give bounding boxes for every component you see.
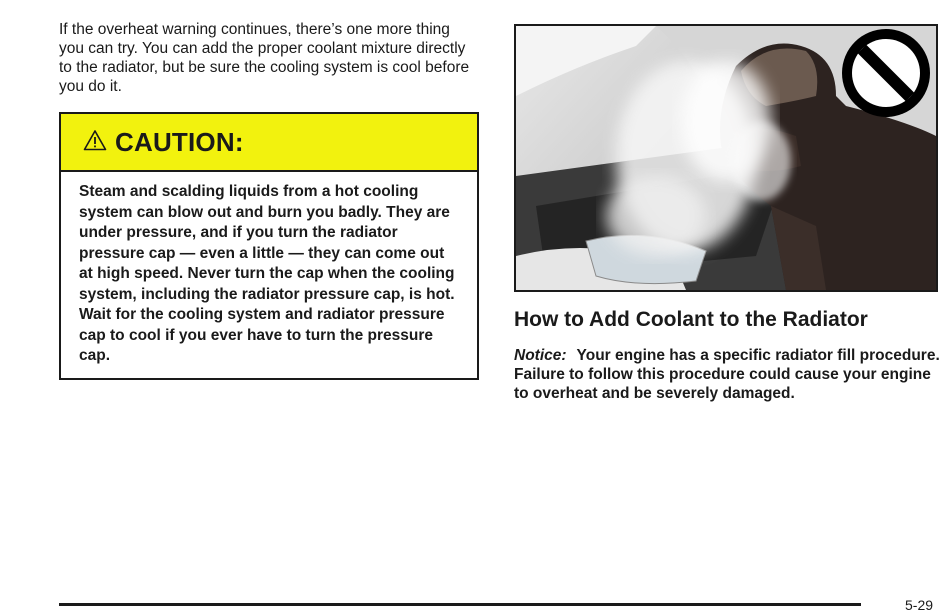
notice-label: Notice: — [514, 347, 567, 364]
photo-illustration — [516, 26, 936, 290]
caution-header — [61, 114, 477, 172]
caution-box — [59, 112, 479, 380]
prohibition-icon — [842, 29, 930, 117]
footer-rule — [59, 603, 861, 606]
engine-steam-photo — [514, 24, 938, 292]
notice-paragraph — [514, 346, 940, 403]
page-number: 5-29 — [905, 597, 934, 613]
section-title: How to Add Coolant to the Radiator — [514, 308, 868, 331]
warning-triangle-icon — [83, 129, 107, 151]
caution-title: CAUTION: — [115, 126, 244, 157]
intro-paragraph: If the overheat warning continues, there’s one more thing you can try. You can add the proper coolant mixture directly to the radiator, but be sure the cooling system is cool before you do it. — [59, 21, 470, 95]
notice-text: Your engine has a specific radiator fill procedure. Failure to follow this procedure could cause your engine to overheat and be severely damaged. — [514, 347, 940, 402]
caution-text: Steam and scalding liquids from a hot cooling system can blow out and burn you badly. They are under pressure, and if you turn the radiator pressure cap — even a little — they can come out at high speed. Never turn the cap when the cooling system, including the radiator pressure cap, is hot. Wait for the cooling system and radiator pressure cap to cool if you ever have to turn the pressure cap. — [79, 183, 455, 364]
